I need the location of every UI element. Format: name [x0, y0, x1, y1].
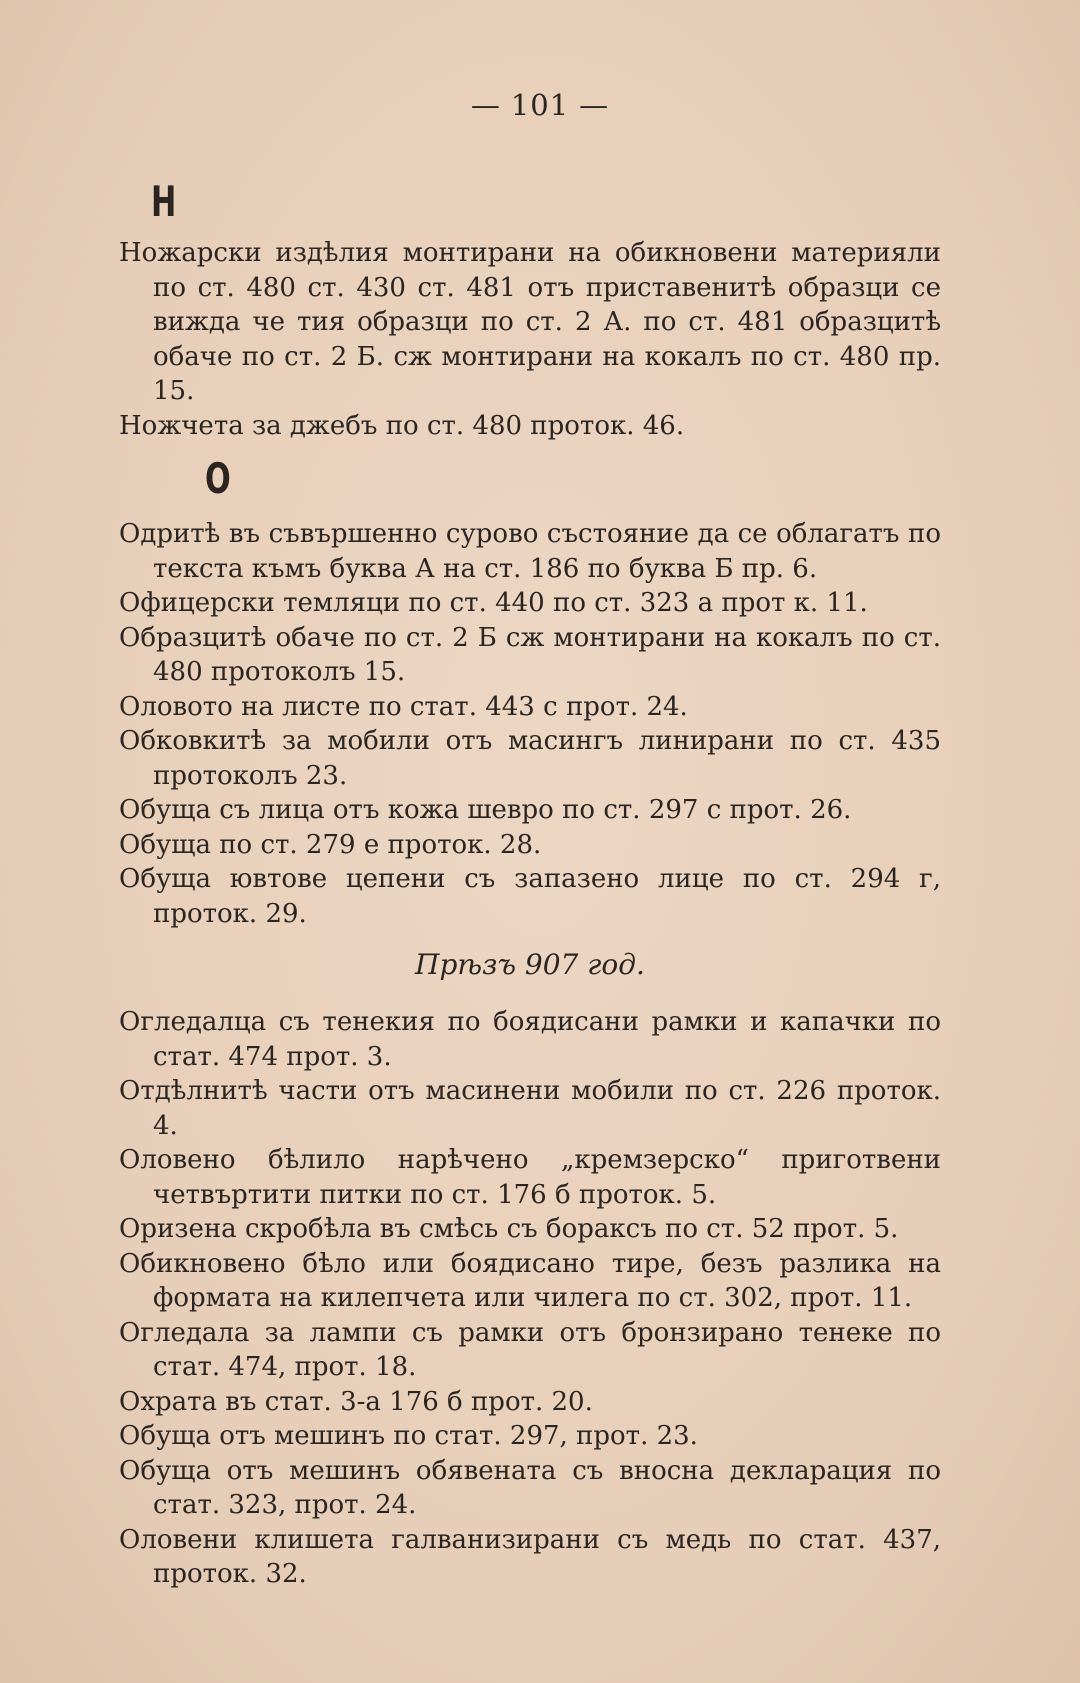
list-item: Оловени клишета галванизирани съ медь по стат. 437, проток. 32. — [119, 1524, 941, 1589]
page-content — [119, 172, 941, 1592]
list-item: Обуща отъ мешинъ обявената съ вносна декларация по стат. 323, прот. 24. — [119, 1455, 941, 1520]
list-item: Образцитѣ обаче по ст. 2 Б сж монтирани на кокалъ по ст. 480 протоколъ 15. — [119, 622, 941, 687]
list-item: Обковкитѣ за мобили отъ масингъ линирани по ст. 435 протоколъ 23. — [119, 726, 941, 791]
entries-list-n — [119, 236, 941, 443]
list-item: Оловено бѣлило нарѣчено „кремзерско“ приготвени четвъртити питки по ст. 176 б проток. 5. — [119, 1145, 941, 1210]
entries-list-907 — [119, 1005, 941, 1592]
year-heading: Прѣзъ 907 год. — [415, 948, 645, 981]
list-item: Оризена скробѣла въ смѣсь съ бораксъ по ст. 52 прот. 5. — [119, 1214, 899, 1244]
entries-list-o — [119, 517, 941, 931]
page-number-value: 101 — [510, 88, 570, 122]
list-item: Ножарски издѣлия монтирани на обикновени материяли по ст. 480 ст. 430 ст. 481 отъ приставенитѣ образци се вижда че тия образци по ст. 2 А. по ст. 481 образцитѣ обаче по ст. 2 Б. сж монтирани на кокалъ по ст. 480 пр. 15. — [119, 238, 941, 406]
list-item: Обуща съ лица отъ кожа шевро по ст. 297 с прот. 26. — [119, 795, 852, 825]
list-item: Обикновено бѣло или боядисано тире, безъ разлика на формата на килепчета или чилега по ст. 302, прот. 11. — [119, 1248, 941, 1313]
list-item: Отдѣлнитѣ части отъ масинени мобили по ст. 226 проток. 4. — [119, 1076, 941, 1141]
list-item: Обуща отъ мешинъ по стат. 297, прот. 23. — [119, 1421, 698, 1451]
list-item: Обуща по ст. 279 е проток. 28. — [119, 829, 542, 860]
list-item: Охрата въ стат. 3-а 176 б прот. 20. — [119, 1386, 593, 1417]
list-item: Обуща ювтове цепени съ запазено лице по ст. 294 г, проток. 29. — [119, 864, 941, 929]
list-item: Офицерски темляци по ст. 440 по ст. 323 а прот к. 11. — [119, 588, 868, 618]
list-item: Одритѣ въ съвършенно сурово състояние да се облагатъ по текста къмъ буква А на ст. 186 по буква Б пр. 6. — [119, 519, 941, 584]
section-letter-o: О — [205, 454, 231, 503]
list-item: Огледала за лампи съ рамки отъ бронзирано тенеке по стат. 474, прот. 18. — [119, 1317, 941, 1382]
section-letter-n: Н — [151, 177, 177, 226]
list-item: Ножчета за джебъ по ст. 480 проток. 46. — [119, 410, 685, 441]
list-item: Огледалца съ тенекия по боядисани рамки и капачки по стат. 474 прот. 3. — [119, 1007, 941, 1072]
list-item: Оловото на листе по стат. 443 с прот. 24. — [119, 691, 688, 722]
page-number: — 101 — — [470, 88, 610, 122]
